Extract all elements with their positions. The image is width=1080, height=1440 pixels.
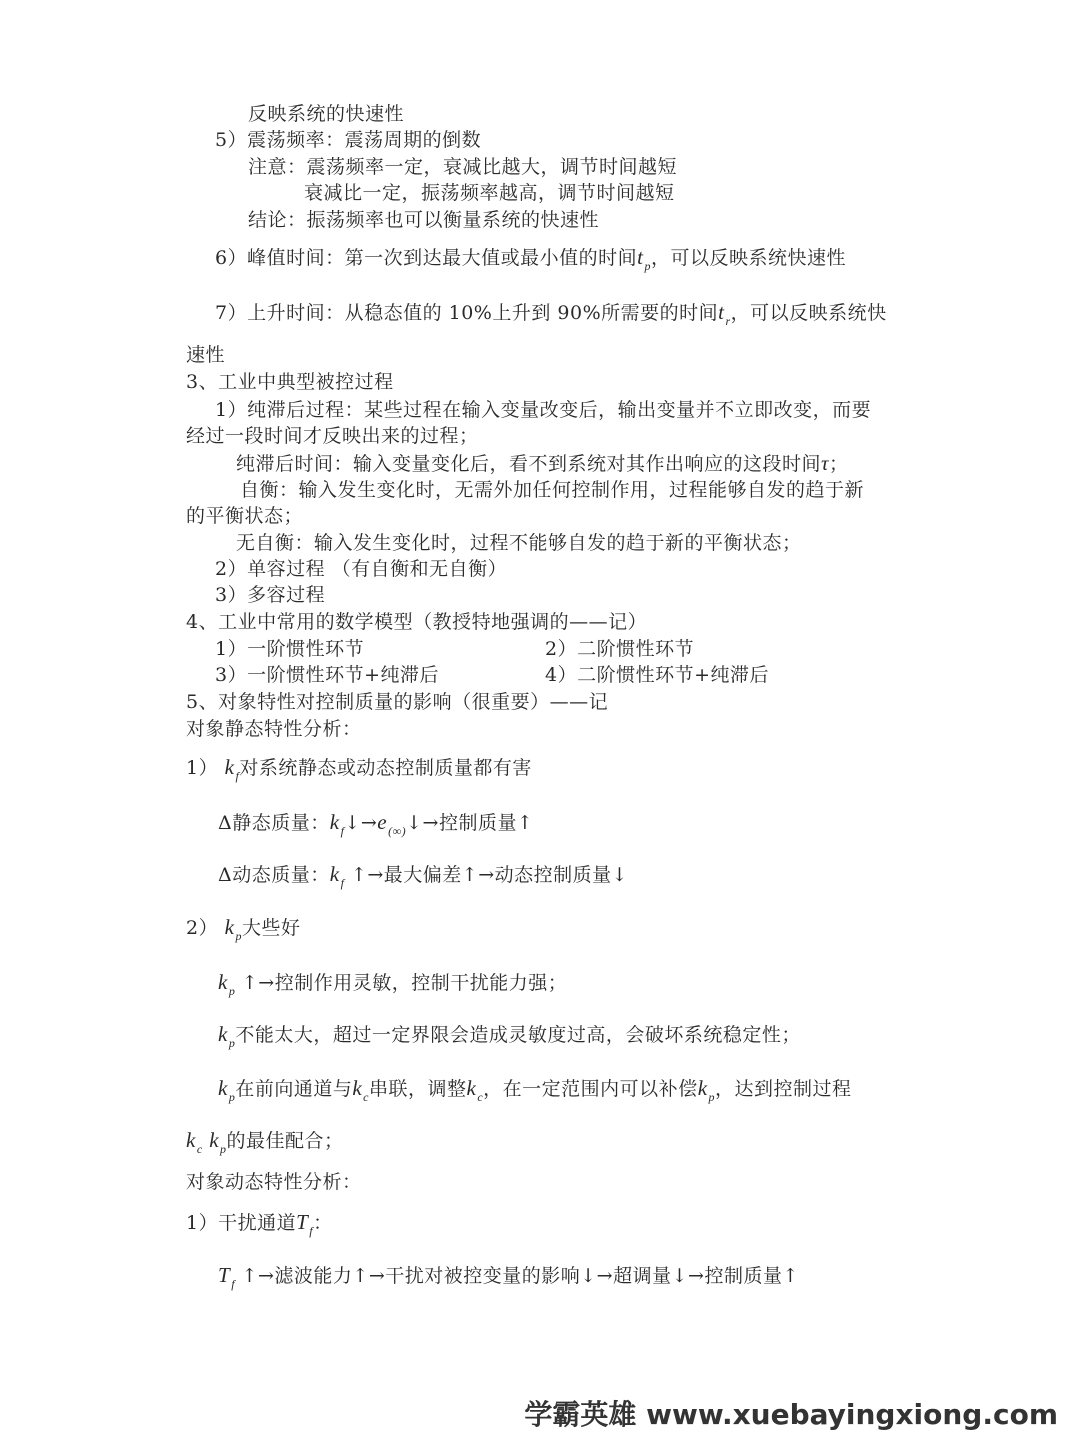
text-line: 2） $k_p$大些好 bbox=[186, 915, 301, 943]
text-line: 衰减比一定，振荡频率越高，调节时间越短 bbox=[304, 182, 675, 204]
section-heading: 3、工业中典型被控过程 bbox=[186, 371, 394, 393]
item-heading: 7）上升时间：从稳态值的 10%上升到 90%所需要的时间$t_r$，可以反映系统快 bbox=[215, 300, 887, 328]
list-item: 1）一阶惯性环节 bbox=[215, 638, 365, 660]
item-heading: 6）峰值时间：第一次到达最大值或最小值的时间$t_p$，可以反映系统快速性 bbox=[215, 245, 846, 273]
text-line: 的平衡状态； bbox=[186, 505, 304, 527]
text-line: 无自衡：输入发生变化时，过程不能够自发的趋于新的平衡状态； bbox=[236, 532, 802, 554]
formula-line: $k_p$ ↑→控制作用灵敏，控制干扰能力强； bbox=[218, 970, 568, 998]
text-line: 反映系统的快速性 bbox=[248, 103, 405, 125]
text-line: $k_p$在前向通道与$k_c$串联，调整$k_c$，在一定范围内可以补偿$k_p$，达到控制过程 bbox=[218, 1076, 852, 1104]
text-line: 注意：震荡频率一定，衰减比越大，调节时间越短 bbox=[248, 156, 678, 178]
formula-line: Δ静态质量：$k_f↓\to e_{(\infty)}↓\to$控制质量↑ bbox=[218, 810, 534, 838]
list-item: 3）一阶惯性环节+纯滞后 bbox=[215, 664, 440, 686]
text-line: 1）干扰通道$T_f$： bbox=[186, 1210, 333, 1238]
subsection-heading: 对象静态特性分析： bbox=[186, 718, 362, 740]
list-item: 4）二阶惯性环节+纯滞后 bbox=[545, 664, 770, 686]
text-line: 结论：振荡频率也可以衡量系统的快速性 bbox=[248, 209, 600, 231]
text-line: 1）纯滞后过程：某些过程在输入变量改变后，输出变量并不立即改变，而要 bbox=[215, 399, 872, 421]
formula-line: $T_f$ ↑→滤波能力↑→干扰对被控变量的影响↓→超调量↓→控制质量↑ bbox=[218, 1263, 799, 1291]
text-line: 经过一段时间才反映出来的过程； bbox=[186, 425, 479, 447]
section-heading: 4、工业中常用的数学模型（教授特地强调的——记） bbox=[186, 611, 648, 633]
formula-line: Δ动态质量：$k_f$ ↑→最大偏差↑→动态控制质量↓ bbox=[218, 862, 629, 890]
section-heading: 5、对象特性对控制质量的影响（很重要）——记 bbox=[186, 691, 609, 713]
subsection-heading: 对象动态特性分析： bbox=[186, 1171, 362, 1193]
text-line: 1） $k_f$对系统静态或动态控制质量都有害 bbox=[186, 755, 532, 783]
text-line: 速性 bbox=[186, 344, 226, 366]
text-line: 3）多容过程 bbox=[215, 584, 326, 606]
item-heading: 5）震荡频率：震荡周期的倒数 bbox=[215, 129, 482, 151]
list-item: 2）二阶惯性环节 bbox=[545, 638, 695, 660]
site-watermark: 学霸英雄 www.xuebayingxiong.com bbox=[524, 1398, 1058, 1431]
text-line: 2）单容过程 （有自衡和无自衡） bbox=[215, 558, 508, 580]
text-line: $k_p$不能太大，超过一定界限会造成灵敏度过高，会破坏系统稳定性； bbox=[218, 1022, 801, 1050]
text-line: $k_c$ $k_p$的最佳配合； bbox=[186, 1128, 344, 1156]
text-line: 自衡：输入发生变化时，无需外加任何控制作用，过程能够自发的趋于新 bbox=[240, 479, 865, 501]
text-line: 纯滞后时间：输入变量变化后，看不到系统对其作出响应的这段时间τ； bbox=[236, 451, 849, 475]
